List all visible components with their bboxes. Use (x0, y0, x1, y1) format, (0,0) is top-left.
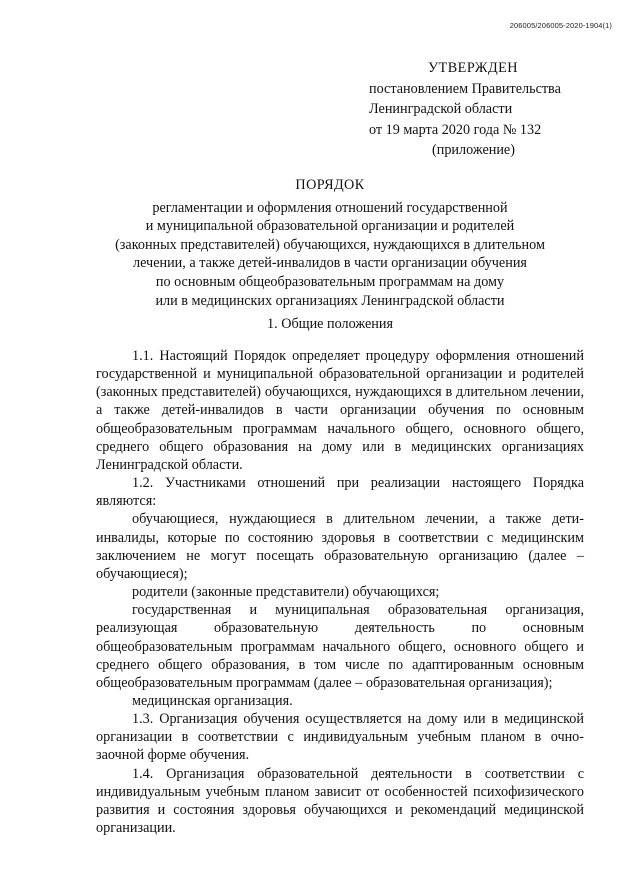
paragraph: обучающиеся, нуждающиеся в длительном лечении, а также дети-инвалиды, которые по состоянию здоровья в соответствии с медицинским заключением не могут посещать образовательную организацию (далее – обучающиеся); (96, 511, 584, 582)
approval-note: (приложение) (432, 142, 515, 158)
document-title: ПОРЯДОК (295, 177, 365, 193)
approval-line-2: Ленинградской области (369, 101, 513, 117)
document-heading (60, 176, 600, 310)
subtitle-line: по основным общеобразовательным программам на дому (155, 273, 505, 290)
paragraph: медицинская организация. (132, 692, 293, 709)
paragraph: родители (законные представители) обучающихся; (132, 584, 440, 601)
subtitle-line: или в медицинских организациях Ленинградской области (155, 292, 505, 309)
paragraph: 1.4. Организация образовательной деятельности в соответствии с индивидуальным учебным планом зависит от особенностей психофизического развития и состояния здоровья обучающихся и рекомендаций медицинской организации. (96, 765, 584, 837)
section-title: 1. Общие положения (267, 316, 393, 332)
paragraph: государственная и муниципальная образовательная организация, реализующая образовательную деятельность по основным общеобразовательным программам начального общего, основного общего и среднего общего образования, в том числе по адаптированным основным общеобразовательным программам (далее – образовательная организация); (96, 602, 584, 691)
paragraph: 1.3. Организация обучения осуществляется на дому или в медицинской организации в соответствии с индивидуальным учебным планом в очно-заочной форме обучения. (96, 711, 584, 764)
approval-line-3: от 19 марта 2020 года № 132 (369, 121, 542, 138)
approval-line-1: постановлением Правительства (369, 80, 561, 97)
subtitle-line: (законных представителей) обучающихся, нуждающихся в длительном (115, 236, 545, 253)
document-number: 206005/206005-2020-1904(1) (509, 21, 612, 30)
approval-stamp (369, 58, 609, 161)
subtitle-line: регламентации и оформления отношений государственной (152, 199, 508, 216)
section-body (96, 347, 584, 837)
approval-title: УТВЕРЖДЕН (428, 60, 519, 76)
subtitle-line: лечении, а также детей-инвалидов в части организации обучения (133, 255, 527, 272)
subtitle-line: и муниципальной образовательной организации и родителей (145, 218, 515, 235)
paragraph: 1.1. Настоящий Порядок определяет процедуру оформления отношений государственной и муниципальной образовательной организации и родителей (законных представителей) обучающихся, нуждающихся в длительном лечении, а также детей-инвалидов в части организации обучения по основным общеобразовательным программам начального общего, основного общего, среднего общего образования на дому или в медицинских организациях Ленинградской области. (96, 348, 584, 473)
paragraph: 1.2. Участниками отношений при реализации настоящего Порядка являются: (96, 475, 584, 510)
